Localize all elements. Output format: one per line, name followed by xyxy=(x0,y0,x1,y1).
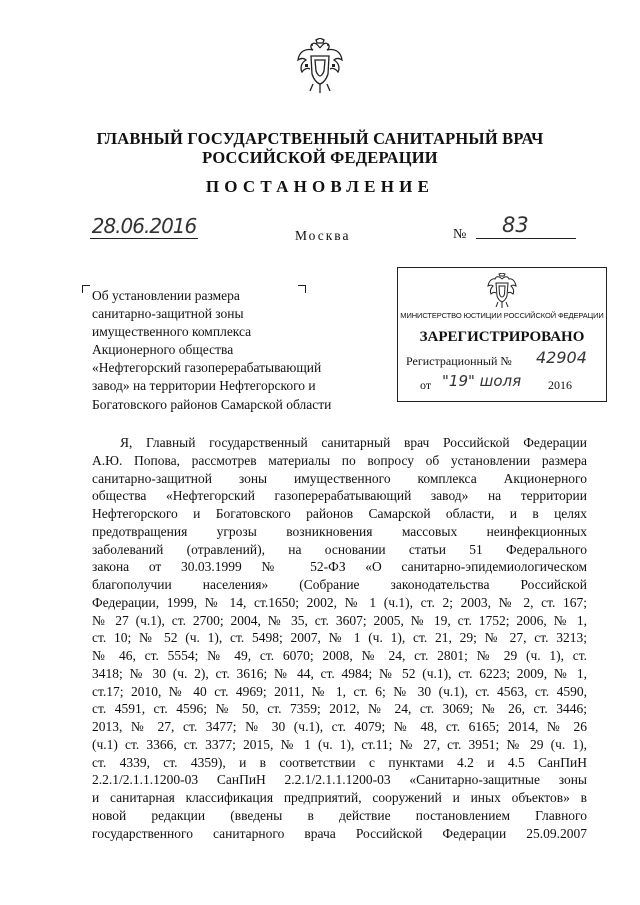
stamp-emblem-icon xyxy=(486,273,518,309)
body-line: ст. 10; № 52 (ч. 1), ст. 5498; 2007, № 1 (ч. 1), ст. 21, 29; № 27, ст. 3213; xyxy=(92,630,587,646)
subject-line: Акционерного общества xyxy=(92,342,234,358)
body-line: № 27 (ч.1), ст. 2700; 2004, № 35, ст. 3607; 2005, № 19, ст. 1752; 2006, № 1, xyxy=(92,612,587,628)
subject-line: завод» на территории Нефтегорского и xyxy=(92,378,316,394)
body-line: и санитарная классификация предприятий, сооружений и иных объектов» в xyxy=(92,790,587,805)
stamp-ministry: МИНИСТЕРСТВО ЮСТИЦИИ РОССИЙСКОЙ ФЕДЕРАЦИИ xyxy=(400,311,604,320)
body-line: ст.17; 2010, № 40 ст. 4969; 2011, № 1, ст. 6; № 30 (ч.1), ст. 4563, ст. 4590, xyxy=(92,683,587,699)
stamp-registered: ЗАРЕГИСТРИРОВАНО xyxy=(419,329,585,345)
number-sign: № xyxy=(453,227,467,242)
body-line: (ч.1) ст. 3366, ст. 3377; 2015, № 1 (ч. 1), ст.11; № 27, ст. 3951; № 29 (ч. 1), xyxy=(92,736,587,752)
subject-bracket-left xyxy=(82,285,90,293)
document-body xyxy=(92,434,587,842)
body-line: закона от 30.03.1999 № 52-ФЗ «О санитарно-эпидемиологическом xyxy=(92,559,587,575)
body-line: Нефтегорского и Богатовского районов Самарской области, и в целях xyxy=(92,506,587,521)
document-number: 83 xyxy=(476,213,576,239)
stamp-reg-year: 2016 xyxy=(548,378,572,392)
body-line: государственного санитарного врача Российской Федерации 25.09.2007 xyxy=(92,825,587,841)
body-line: санитарно-защитной зоны имущественного комплекса Акционерного xyxy=(92,470,587,486)
subject-line: санитарно-защитной зоны xyxy=(92,306,244,322)
subject-line: Богатовского районов Самарской области xyxy=(92,396,332,412)
body-line: Я, Главный государственный санитарный врач Российской Федерации xyxy=(120,435,587,450)
subject-line: имущественного комплекса xyxy=(92,324,252,340)
body-line: ст. 4339, ст. 4359), и в соответствии с пунктами 4.2 и 4.5 СанПиН xyxy=(92,754,587,770)
body-line: № 46, ст. 5554; № 49, ст. 6070; 2008, № 24, ст. 2801; № 29 (ч. 1), ст. xyxy=(92,648,587,663)
body-line: общества «Нефтегорский газоперерабатывающий завод» на территории xyxy=(92,488,587,504)
body-line: 3418; № 30 (ч. 2), ст. 3616; № 44, ст. 4984; № 52 (ч.1), ст. 6223; 2009, № 1, xyxy=(92,665,587,681)
document-city: Москва xyxy=(295,228,351,243)
body-line: новой редакции (введены в действие постановлением Главного xyxy=(92,807,587,823)
body-line: заболеваний (отравлений), на основании статьи 51 Федерального xyxy=(92,541,587,557)
document-type-heading: ПОСТАНОВЛЕНИЕ xyxy=(205,177,435,196)
stamp-from-label: от xyxy=(420,378,432,392)
body-line: благополучии населения» (Собрание законодательства Российской xyxy=(92,577,587,592)
subject-line: Об установлении размера xyxy=(92,288,240,303)
stamp-reg-date: "19" шоля xyxy=(442,372,522,390)
registration-stamp xyxy=(397,267,607,402)
document-date: 28.06.2016 xyxy=(91,214,197,238)
subject-line: «Нефтегорский газоперерабатывающий xyxy=(92,360,322,376)
stamp-reg-number: 42904 xyxy=(536,348,587,367)
issuer-title-line1: ГЛАВНЫЙ ГОСУДАРСТВЕННЫЙ САНИТАРНЫЙ ВРАЧ xyxy=(96,129,544,148)
body-line: ст. 4591, ст. 4596; № 50, ст. 7359; 2012, № 24, ст. 3069; № 26, ст. 3446; xyxy=(92,701,587,717)
state-emblem-icon xyxy=(295,38,345,96)
body-line: предотвращения угрозы возникновения массовых неинфекционных xyxy=(92,523,587,539)
document-subject xyxy=(92,287,332,414)
stamp-reg-label: Регистрационный № xyxy=(406,354,512,368)
body-line: 2013, № 27, ст. 3477; № 30 (ч.1), ст. 4079; № 48, ст. 6165; 2014, № 26 xyxy=(92,719,587,734)
issuer-title-line2: РОССИЙСКОЙ ФЕДЕРАЦИИ xyxy=(202,148,438,167)
body-line: 2.2.1/2.1.1.1200-03 СанПиН 2.2.1/2.1.1.1200-03 «Санитарно-защитные зоны xyxy=(92,772,587,788)
body-line: Федерации, 1999, № 14, ст.1650; 2002, № 1 (ч.1), ст. 2; 2003, № 2, ст. 167; xyxy=(92,594,587,610)
body-line: А.Ю. Попова, рассмотрев материалы по вопросу об установлении размера xyxy=(92,452,587,468)
